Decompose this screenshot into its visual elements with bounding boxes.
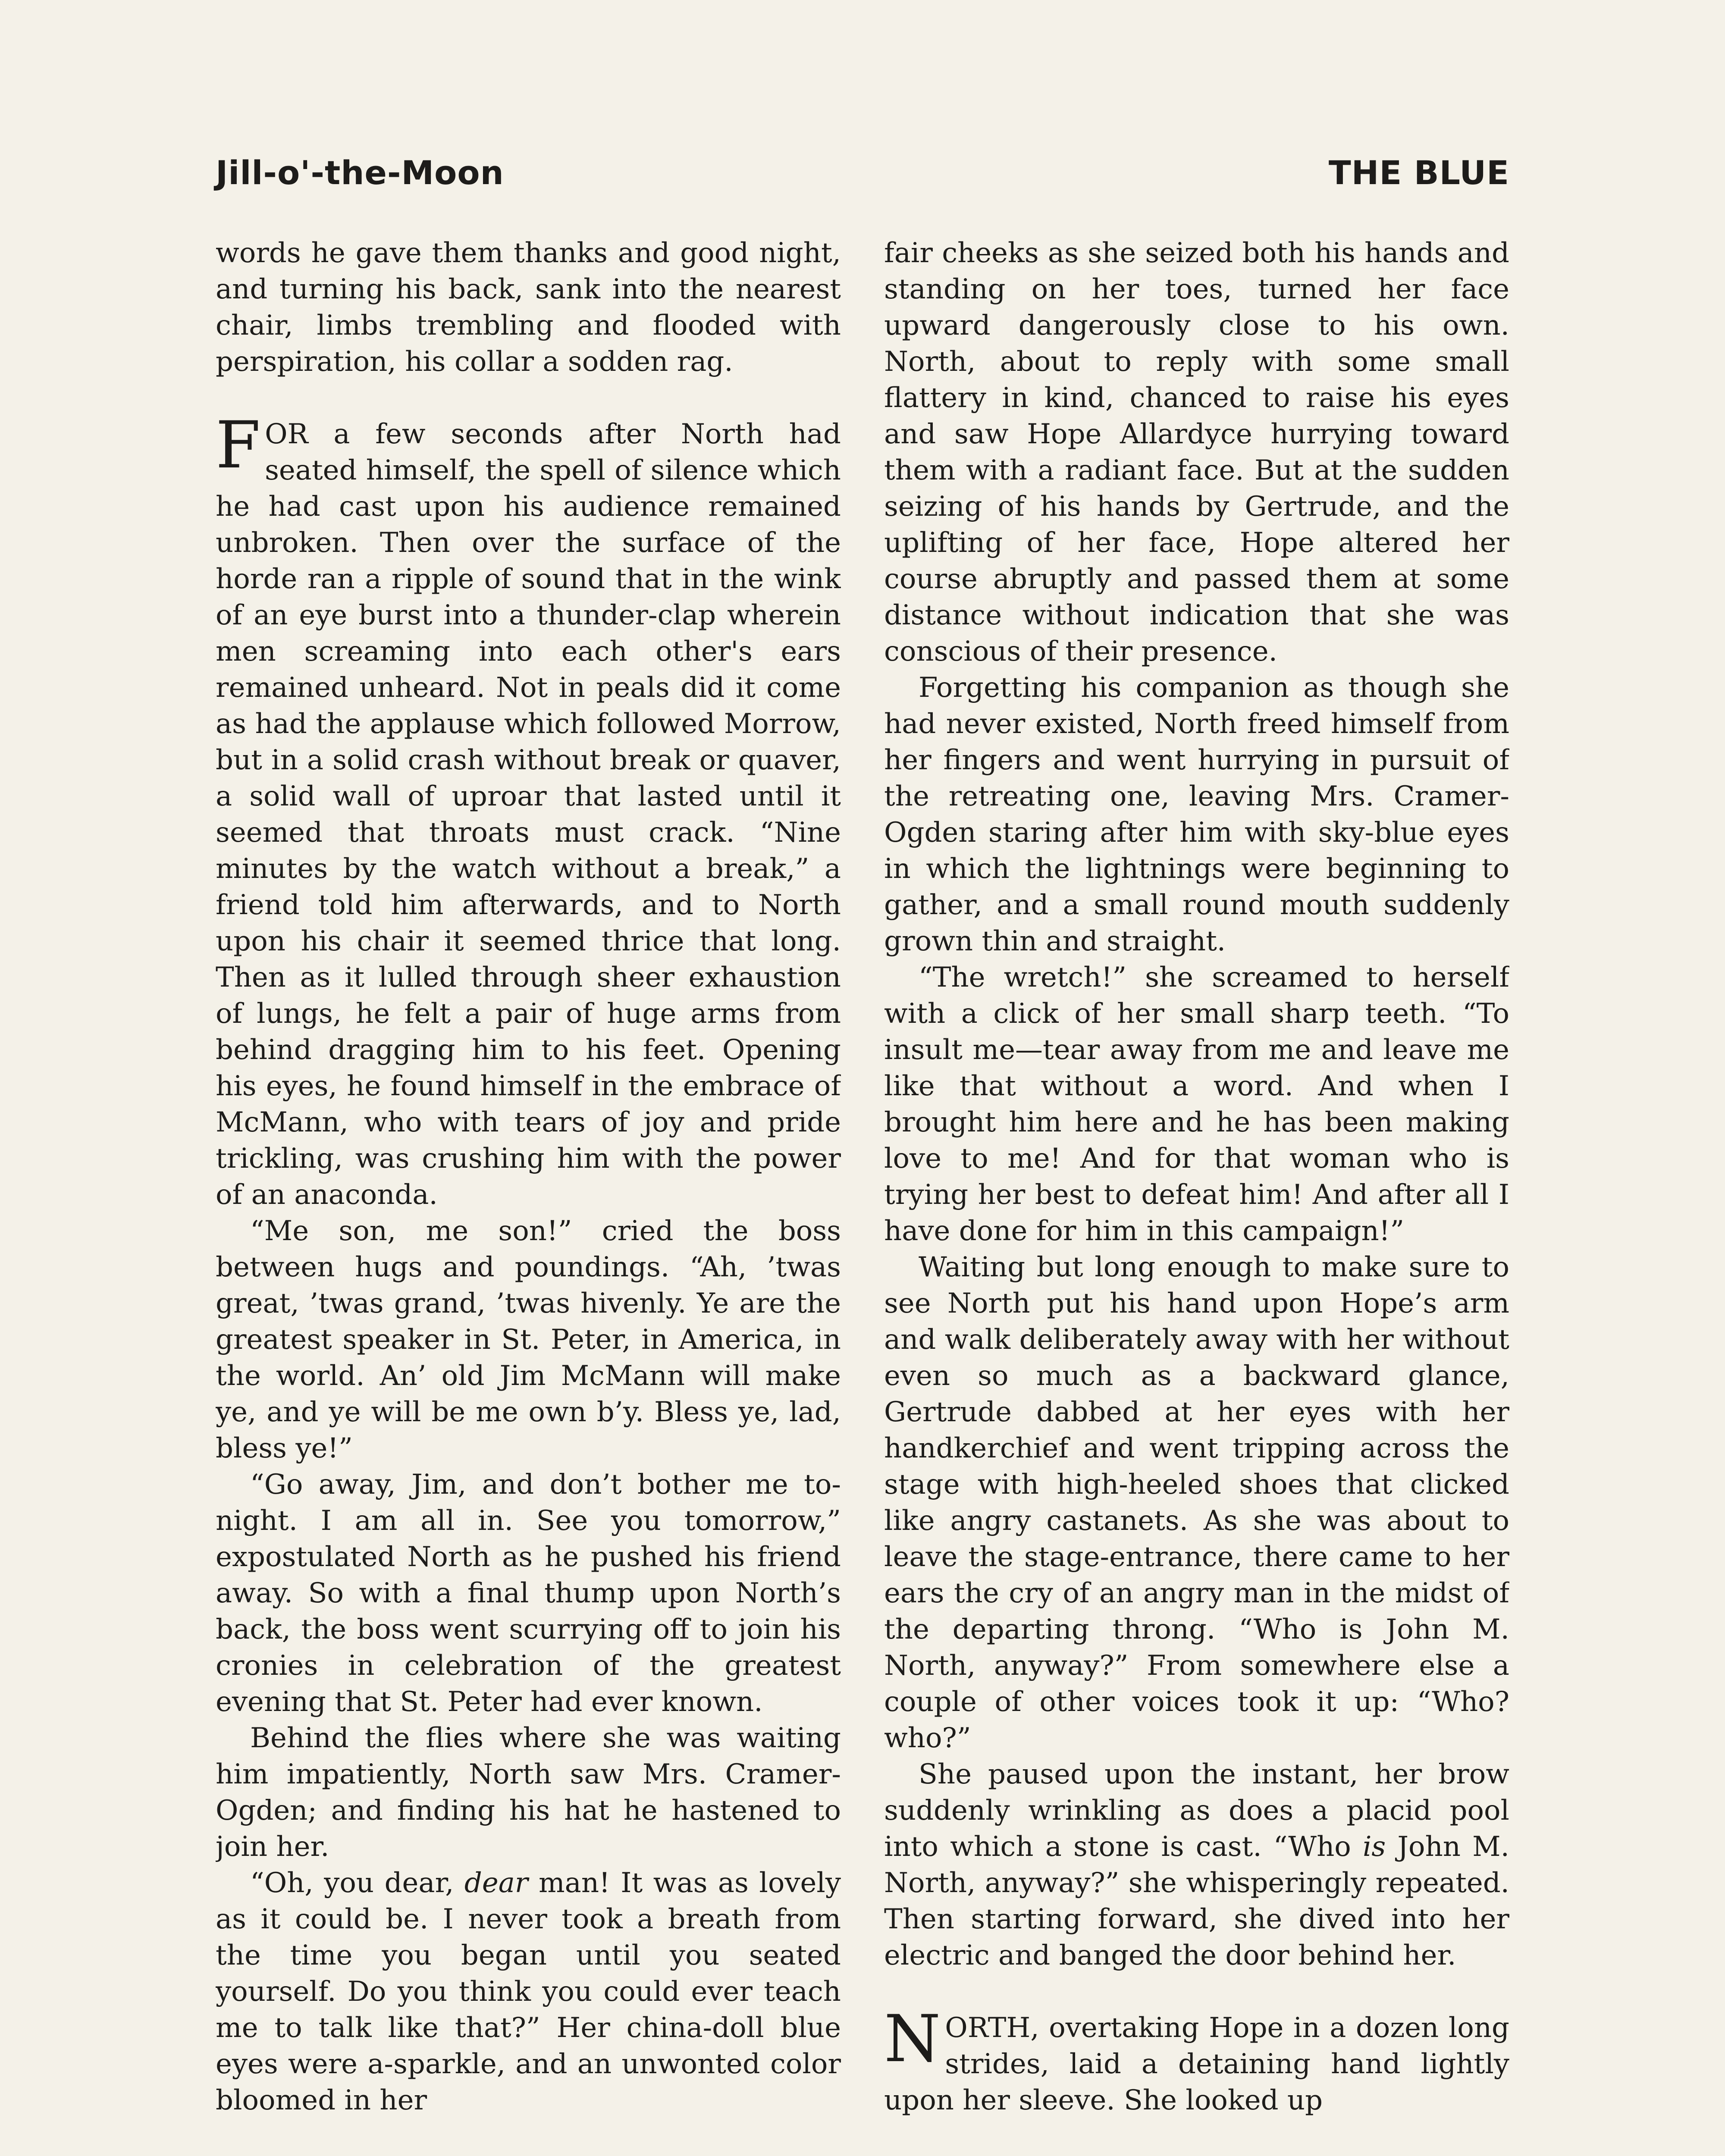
paragraph-text: OR a few seconds after North had seated himself, the spell of silence which he had cast upon his audience remained unbroken. Then over the surface of the horde ran a ripple of sound that in the wink of an eye burst into a thunder-clap wherein men screaming into each other's ears remained unheard. Not in peals did it come as had the applause which followed Morrow, but in a solid crash without break or quaver, a solid wall of uproar that lasted until it seemed that throats must crack. “Nine minutes by the watch without a break,” a friend told him afterwards, and to North upon his chair it seemed thrice that long. Then as it lulled through sheer exhaustion of lungs, he felt a pair of huge arms from behind dragging him to his feet. Opening his eyes, he found himself in the embrace of McMann, who with tears of joy and pride trickling, was crushing him with the power of an anaconda. (216, 418, 841, 1211)
paragraph-text: man! It was as lovely as it could be. I never took a breath from the time you began until you seated yourself. Do you think you could ever teach me to talk like that?” Her china-doll blue eyes were a-sparkle, and an unwonted color bloomed in her (216, 1867, 841, 2116)
paragraph: fair cheeks as she seized both his hands and standing on her toes, turned her face upward dangerously close to his own. North, about to reply with some small flattery in kind, chanced to raise his eyes and saw Hope Allardyce hurrying toward them with a radiant face. But at the sudden seizing of his hands by Gertrude, and the uplifting of her face, Hope altered her course abruptly and passed them at some distance without indication that she was conscious of their presence. (884, 237, 1509, 667)
emphasis: is (1362, 1831, 1386, 1863)
paragraph-text: “Oh, you dear, (250, 1867, 464, 1899)
paragraph: “The wretch!” she screamed to herself with a click of her small sharp teeth. “To insult me—tear away from me and leave me like that without a word. And when I brought him here and he has been making love to me! And for that woman who is trying her best to defeat him! And after all I have done for him in this campaign!” (884, 962, 1509, 1247)
article-body (216, 235, 1509, 2156)
paragraph: Behind the flies where she was waiting him impatiently, North saw Mrs. Cramer-Ogden; and finding his hat he hastened to join her. (216, 1722, 841, 1863)
paragraph: Forgetting his companion as though she had never existed, North freed himself from her fingers and went hurrying in pursuit of the retreating one, leaving Mrs. Cramer-Ogden staring after him with sky-blue eyes in which the lightnings were beginning to gather, and a small round mouth suddenly grown thin and straight. (884, 672, 1509, 957)
running-header (216, 144, 1509, 192)
magazine-name: THE BLUE (1328, 154, 1509, 192)
running-title: Jill-o'-the-Moon (216, 154, 504, 192)
drop-cap: F (216, 408, 261, 483)
paragraph: “Me son, me son!” cried the boss between hugs and poundings. “Ah, ’twas great, ’twas grand, ’twas hivenly. Ye are the greatest speaker in St. Peter, in America, in the world. An’ old Jim McMann will make ye, and ye will be me own b’y. Bless ye, lad, bless ye!” (216, 1215, 841, 1464)
right-column (884, 235, 1509, 2156)
paragraph: Waiting but long enough to make sure to see North put his hand upon Hope’s arm and walk deliberately away with her without even so much as a backward glance, Gertrude dabbed at her eyes with her handkerchief and went tripping across the stage with high-heeled shoes that clicked like angry castanets. As she was about to leave the stage-entrance, there came to her ears the cry of an angry man in the midst of the departing throng. “Who is John M. North, anyway?” From somewhere else a couple of other voices took it up: “Who? who?” (884, 1251, 1509, 1754)
emphasis: dear (464, 1867, 528, 1899)
left-column (216, 235, 841, 2156)
paragraph-text: She paused upon the instant, her brow suddenly wrinkling as does a placid pool into which a stone is cast. “Who (884, 1758, 1509, 1863)
paragraph (216, 1865, 841, 2118)
section-paragraph (884, 2002, 1509, 2118)
paragraph-text: ORTH, overtaking Hope in a dozen long strides, laid a detaining hand lightly upon her sleeve. She looked up (884, 2012, 1509, 2116)
paragraph-text: John M. North, anyway?” she whisperingly repeated. Then starting forward, she dived into her electric and banged the door behind her. (884, 1831, 1509, 1971)
section-paragraph (216, 408, 841, 1213)
paragraph: “Go away, Jim, and don’t bother me to-night. I am all in. See you tomorrow,” expostulated North as he pushed his friend away. So with a final thump upon North’s back, the boss went scurrying off to join his cronies in celebration of the greatest evening that St. Peter had ever known. (216, 1469, 841, 1718)
paragraph: words he gave them thanks and good night, and turning his back, sank into the nearest chair, limbs trembling and flooded with perspiration, his collar a sodden rag. (216, 237, 841, 378)
drop-cap: N (884, 2002, 941, 2077)
paragraph (884, 1756, 1509, 1974)
